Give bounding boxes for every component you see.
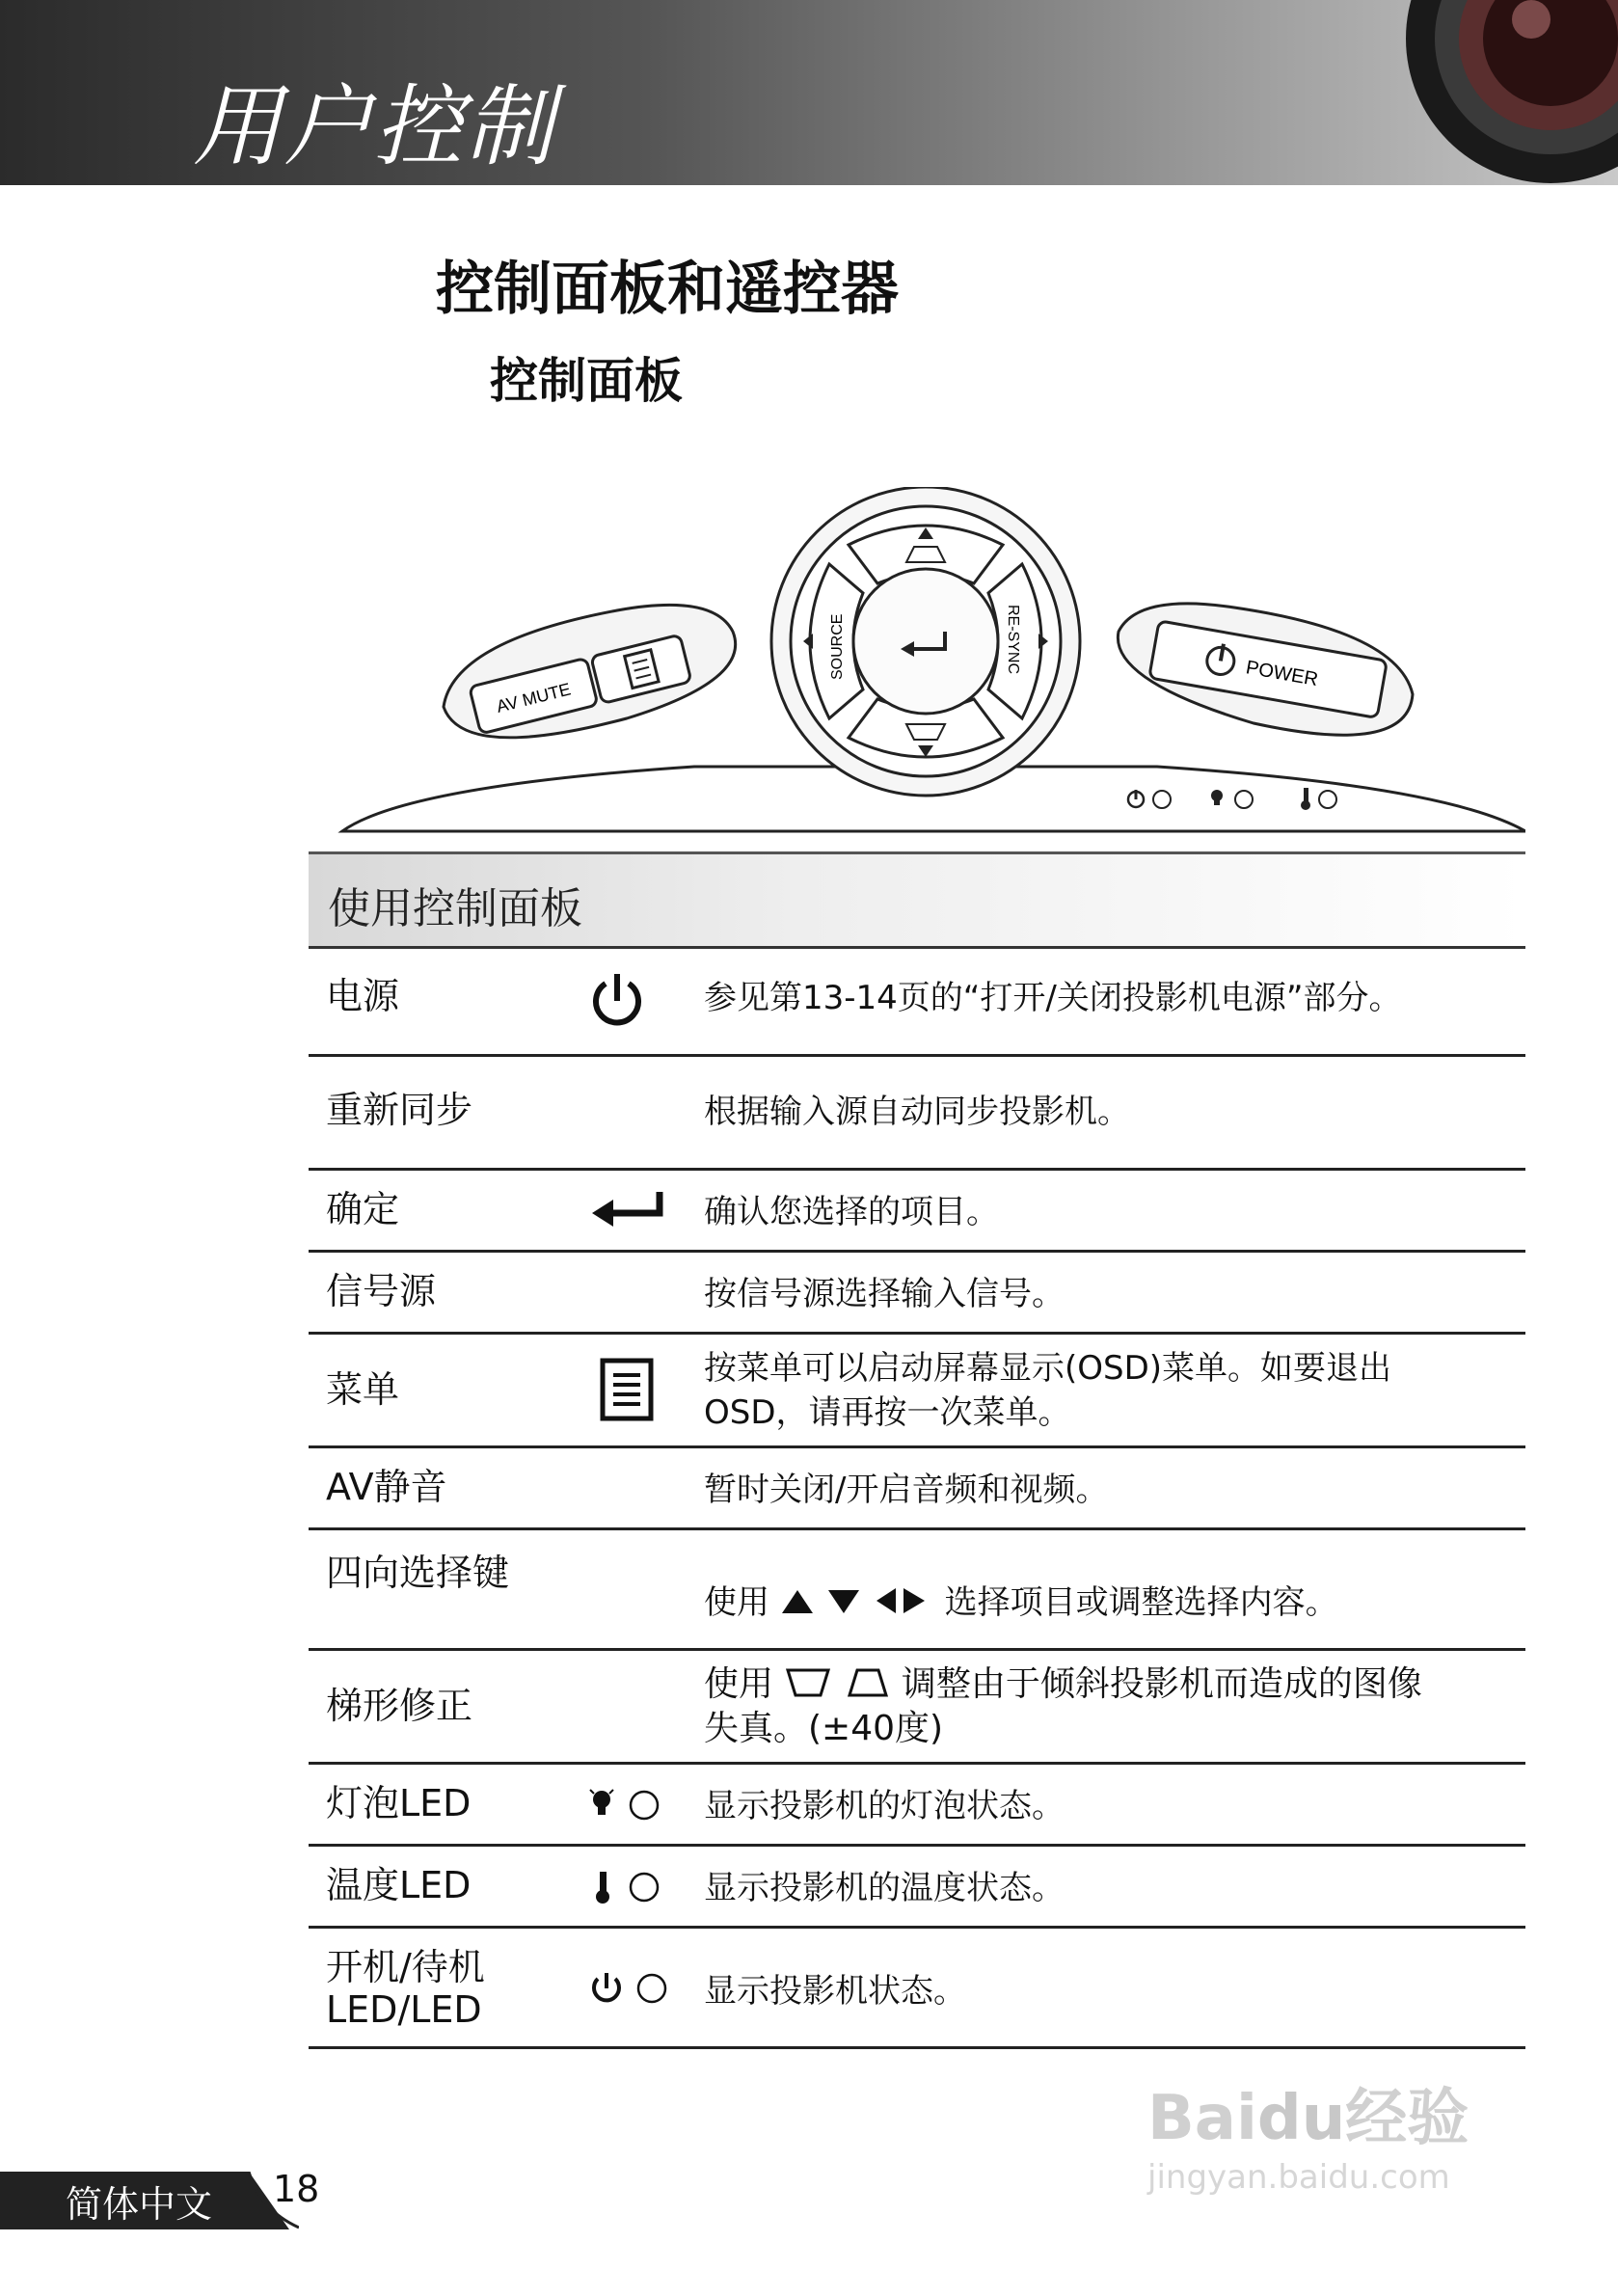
row-name: 重新同步 [326, 1089, 473, 1131]
row-desc [704, 1662, 1504, 1751]
row-name-line: LED/LED [326, 1988, 482, 2031]
av-mute-label: AV MUTE [494, 679, 573, 716]
keystone-icon [784, 1666, 890, 1699]
row-desc: 参见第13-14页的“打开/关闭投影机电源”部分。 [704, 979, 1402, 1017]
row-desc [704, 1580, 1504, 1625]
row-desc-line: 调整由于倾斜投影机而造成的图像 [901, 1664, 1422, 1704]
table-header [309, 851, 1525, 949]
table-row [309, 1057, 1525, 1171]
page-title: 用户控制 [193, 75, 556, 178]
row-name: 梯形修正 [326, 1685, 473, 1727]
power-label: POWER [1244, 657, 1320, 691]
lens-graphic-icon [1387, 0, 1618, 185]
power-icon [588, 970, 646, 1028]
enter-icon [590, 1188, 667, 1230]
menu-icon [600, 1358, 654, 1421]
row-desc: 确认您选择的项目。 [704, 1193, 999, 1231]
table-header-label: 使用控制面板 [328, 884, 582, 933]
row-desc-line: 按菜单可以启动屏幕显示(OSD)菜单。如要退出 [704, 1349, 1392, 1388]
row-desc: 显示投影机的温度状态。 [704, 1869, 1065, 1907]
row-name: 灯泡LED [326, 1782, 472, 1824]
row-desc [704, 1346, 1504, 1435]
row-name-line: 开机/待机 [326, 1946, 485, 1988]
watermark-url: jingyan.baidu.com [1147, 2158, 1450, 2197]
watermark-brand: Baidu经验 [1147, 2083, 1470, 2154]
footer-language: 简体中文 [66, 2183, 213, 2226]
page-number: 18 [273, 2168, 320, 2210]
table-row [309, 1929, 1525, 2049]
row-name: 温度LED [326, 1864, 472, 1906]
table-row [309, 1530, 1525, 1651]
row-desc: 根据输入源自动同步投影机。 [704, 1093, 1130, 1131]
table-row [309, 1765, 1525, 1847]
power-led-icon [588, 1969, 675, 2008]
table-row [309, 1651, 1525, 1765]
table-row [309, 1171, 1525, 1253]
row-name: 确定 [326, 1188, 400, 1230]
control-panel-diagram [309, 487, 1525, 844]
row-desc-suffix: 选择项目或调整选择内容。 [944, 1583, 1338, 1622]
row-name: 信号源 [326, 1270, 437, 1312]
arrow-keys-icon [780, 1584, 934, 1617]
row-desc-prefix: 使用 [704, 1664, 774, 1704]
table-row [309, 1335, 1525, 1448]
row-name: 四向选择键 [326, 1552, 510, 1594]
row-name [326, 1946, 485, 2031]
row-desc: 暂时关闭/开启音频和视频。 [704, 1471, 1109, 1509]
resync-label: RE-SYNC [1005, 605, 1021, 675]
table-row [309, 1253, 1525, 1335]
table-row [309, 943, 1525, 1057]
row-name: 菜单 [326, 1368, 400, 1411]
source-label: SOURCE [829, 613, 846, 680]
row-desc: 按信号源选择输入信号。 [704, 1275, 1065, 1313]
temp-led-icon [590, 1868, 667, 1906]
lamp-led-icon [588, 1786, 665, 1824]
row-name: AV静音 [326, 1466, 447, 1508]
row-desc-prefix: 使用 [704, 1583, 769, 1622]
row-name: 电源 [326, 975, 400, 1017]
section-title: 控制面板和遥控器 [436, 256, 899, 323]
table-row [309, 1847, 1525, 1929]
row-desc-line: OSD，请再按一次菜单。 [704, 1393, 1071, 1432]
row-desc: 显示投影机状态。 [704, 1972, 966, 2011]
section-subtitle: 控制面板 [490, 353, 683, 409]
table-row [309, 1448, 1525, 1530]
row-desc-line: 失真。(±40度) [704, 1709, 944, 1748]
row-desc: 显示投影机的灯泡状态。 [704, 1787, 1065, 1825]
